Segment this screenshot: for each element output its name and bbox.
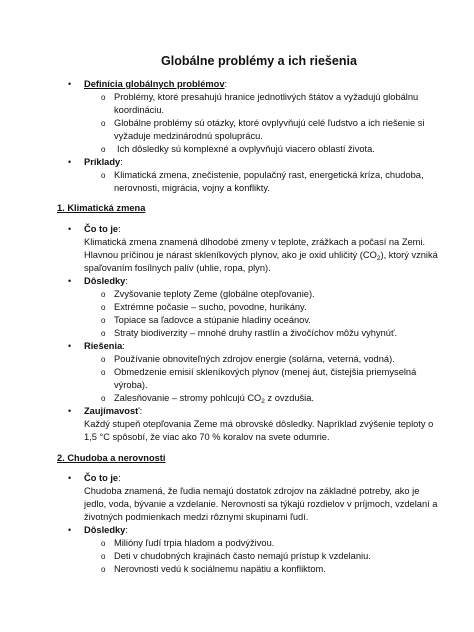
definition-item-cont: koordináciu.	[114, 105, 165, 115]
s1-consequence-item: Extrémne počasie – sucho, povodne, hurikány.	[114, 302, 307, 312]
s2-what-text-line: životných podmienkach medzi rôznymi skupinami ľudí.	[84, 512, 309, 522]
definition-item-cont: vyžaduje medzinárodnú spoluprácu.	[114, 131, 263, 141]
circle-bullet: o	[101, 539, 106, 548]
s1-what-heading: Čo to je	[84, 224, 119, 234]
s1-fact-text-line: Každý stupeň otepľovania Zeme má obrovské dôsledky. Napríklad zvýšenie teploty o	[84, 419, 434, 429]
s2-consequence-item: Nerovnosti vedú k sociálnemu napätiu a konfliktom.	[114, 564, 326, 574]
s1-fact-heading-row: Zaujímavosť:	[84, 406, 143, 416]
bullet-dot: •	[68, 341, 72, 351]
s2-consequence-item: Milióny ľudí trpia hladom a podvýživou.	[114, 538, 275, 548]
section1-heading: 1. Klimatická zmena	[57, 203, 146, 213]
bullet-dot: •	[68, 79, 72, 89]
circle-bullet: o	[101, 355, 106, 364]
bullet-dot: •	[68, 276, 72, 286]
s2-what-heading: Čo to je	[84, 473, 119, 483]
s2-consequences-heading: Dôsledky	[84, 525, 126, 535]
bullet-dot: •	[68, 157, 72, 167]
s1-solution-item-cont: výroba).	[114, 380, 148, 390]
examples-item-cont: nerovnosti, migrácia, vojny a konflikty.	[114, 183, 270, 193]
examples-item: Klimatická zmena, znečistenie, populačný rast, energetická kríza, chudoba,	[114, 170, 424, 180]
s1-fact-text-line: 1,5 °C spôsobí, že viac ako 70 % koralov na svete odumrie.	[84, 432, 330, 442]
s2-consequences-heading-row: Dôsledky:	[84, 525, 128, 535]
s1-consequences-heading-row: Dôsledky:	[84, 276, 128, 286]
s1-consequence-item: Zvyšovanie teploty Zeme (globálne otepľovanie).	[114, 289, 315, 299]
bullet-dot: •	[68, 525, 72, 535]
s1-fact-heading: Zaujímavosť	[84, 406, 140, 416]
definition-heading-row: Definícia globálnych problémov:	[84, 79, 228, 89]
circle-bullet: o	[101, 290, 106, 299]
s1-solutions-heading: Riešenia	[84, 341, 123, 351]
s1-solutions-heading-row: Riešenia:	[84, 341, 125, 351]
section2-heading: 2. Chudoba a nerovnosti	[57, 453, 166, 463]
bullet-dot: •	[68, 473, 72, 483]
bullet-dot: •	[68, 224, 72, 234]
circle-bullet: o	[101, 303, 106, 312]
s1-what-heading-row: Čo to je:	[84, 224, 121, 234]
s2-what-text-line: Chudoba znamená, že ľudia nemajú dostatok zdrojov na základné potreby, ako je	[84, 486, 420, 496]
definition-heading: Definícia globálnych problémov	[84, 79, 225, 89]
circle-bullet: o	[101, 565, 106, 574]
definition-item: Ich dôsledky sú komplexné a ovplyvňujú viacero oblastí života.	[117, 144, 375, 154]
s1-solution-item: Zalesňovanie – stromy pohlcujú $CO_2$ z ovzdušia.	[114, 393, 314, 405]
circle-bullet: o	[101, 329, 106, 338]
circle-bullet: o	[101, 368, 106, 377]
circle-bullet: o	[101, 93, 106, 102]
examples-heading-row: Príklady:	[84, 157, 123, 167]
s1-solution-item: Používanie obnoviteľných zdrojov energie (solárna, veterná, vodná).	[114, 354, 395, 364]
s1-consequences-heading: Dôsledky	[84, 276, 126, 286]
s2-what-text-line: jedlo, voda, bývanie a vzdelanie. Nerovnosti sa týkajú rozdielov v príjmoch, vzdelaní a	[84, 499, 438, 509]
s1-what-text-line: Klimatická zmena znamená dlhodobé zmeny v teplote, zrážkach a počasí na Zemi.	[84, 237, 426, 247]
definition-item: Problémy, ktoré presahujú hranice jednotlivých štátov a vyžadujú globálnu	[114, 92, 419, 102]
circle-bullet: o	[101, 145, 106, 154]
circle-bullet: o	[101, 394, 106, 403]
s1-consequence-item: Straty biodiverzity – mnohé druhy rastlín a živočíchov môžu vyhynúť.	[114, 328, 398, 338]
circle-bullet: o	[101, 171, 106, 180]
s2-what-heading-row: Čo to je:	[84, 473, 121, 483]
circle-bullet: o	[101, 119, 106, 128]
circle-bullet: o	[101, 316, 106, 325]
examples-heading: Príklady	[84, 157, 121, 167]
s1-what-text-line: spaľovaním fosílnych palív (uhlie, ropa, plyn).	[84, 263, 271, 273]
s1-consequence-item: Topiace sa ľadovce a stúpanie hladiny oceánov.	[114, 315, 311, 325]
definition-item: Globálne problémy sú otázky, ktoré ovplyvňujú celé ľudstvo a ich riešenie si	[114, 118, 425, 128]
page-title: Globálne problémy a ich riešenia	[161, 54, 357, 68]
s2-consequence-item: Deti v chudobných krajinách často nemajú prístup k vzdelaniu.	[114, 551, 371, 561]
bullet-dot: •	[68, 406, 72, 416]
s1-what-text-line: Hlavnou príčinou je nárast skleníkových plynov, ako je oxid uhličitý $(CO_2)$, ktorý vzniká	[84, 250, 438, 262]
s1-solution-item: Obmedzenie emisií skleníkových plynov (menej áut, čistejšia priemyselná	[114, 367, 417, 377]
circle-bullet: o	[101, 552, 106, 561]
